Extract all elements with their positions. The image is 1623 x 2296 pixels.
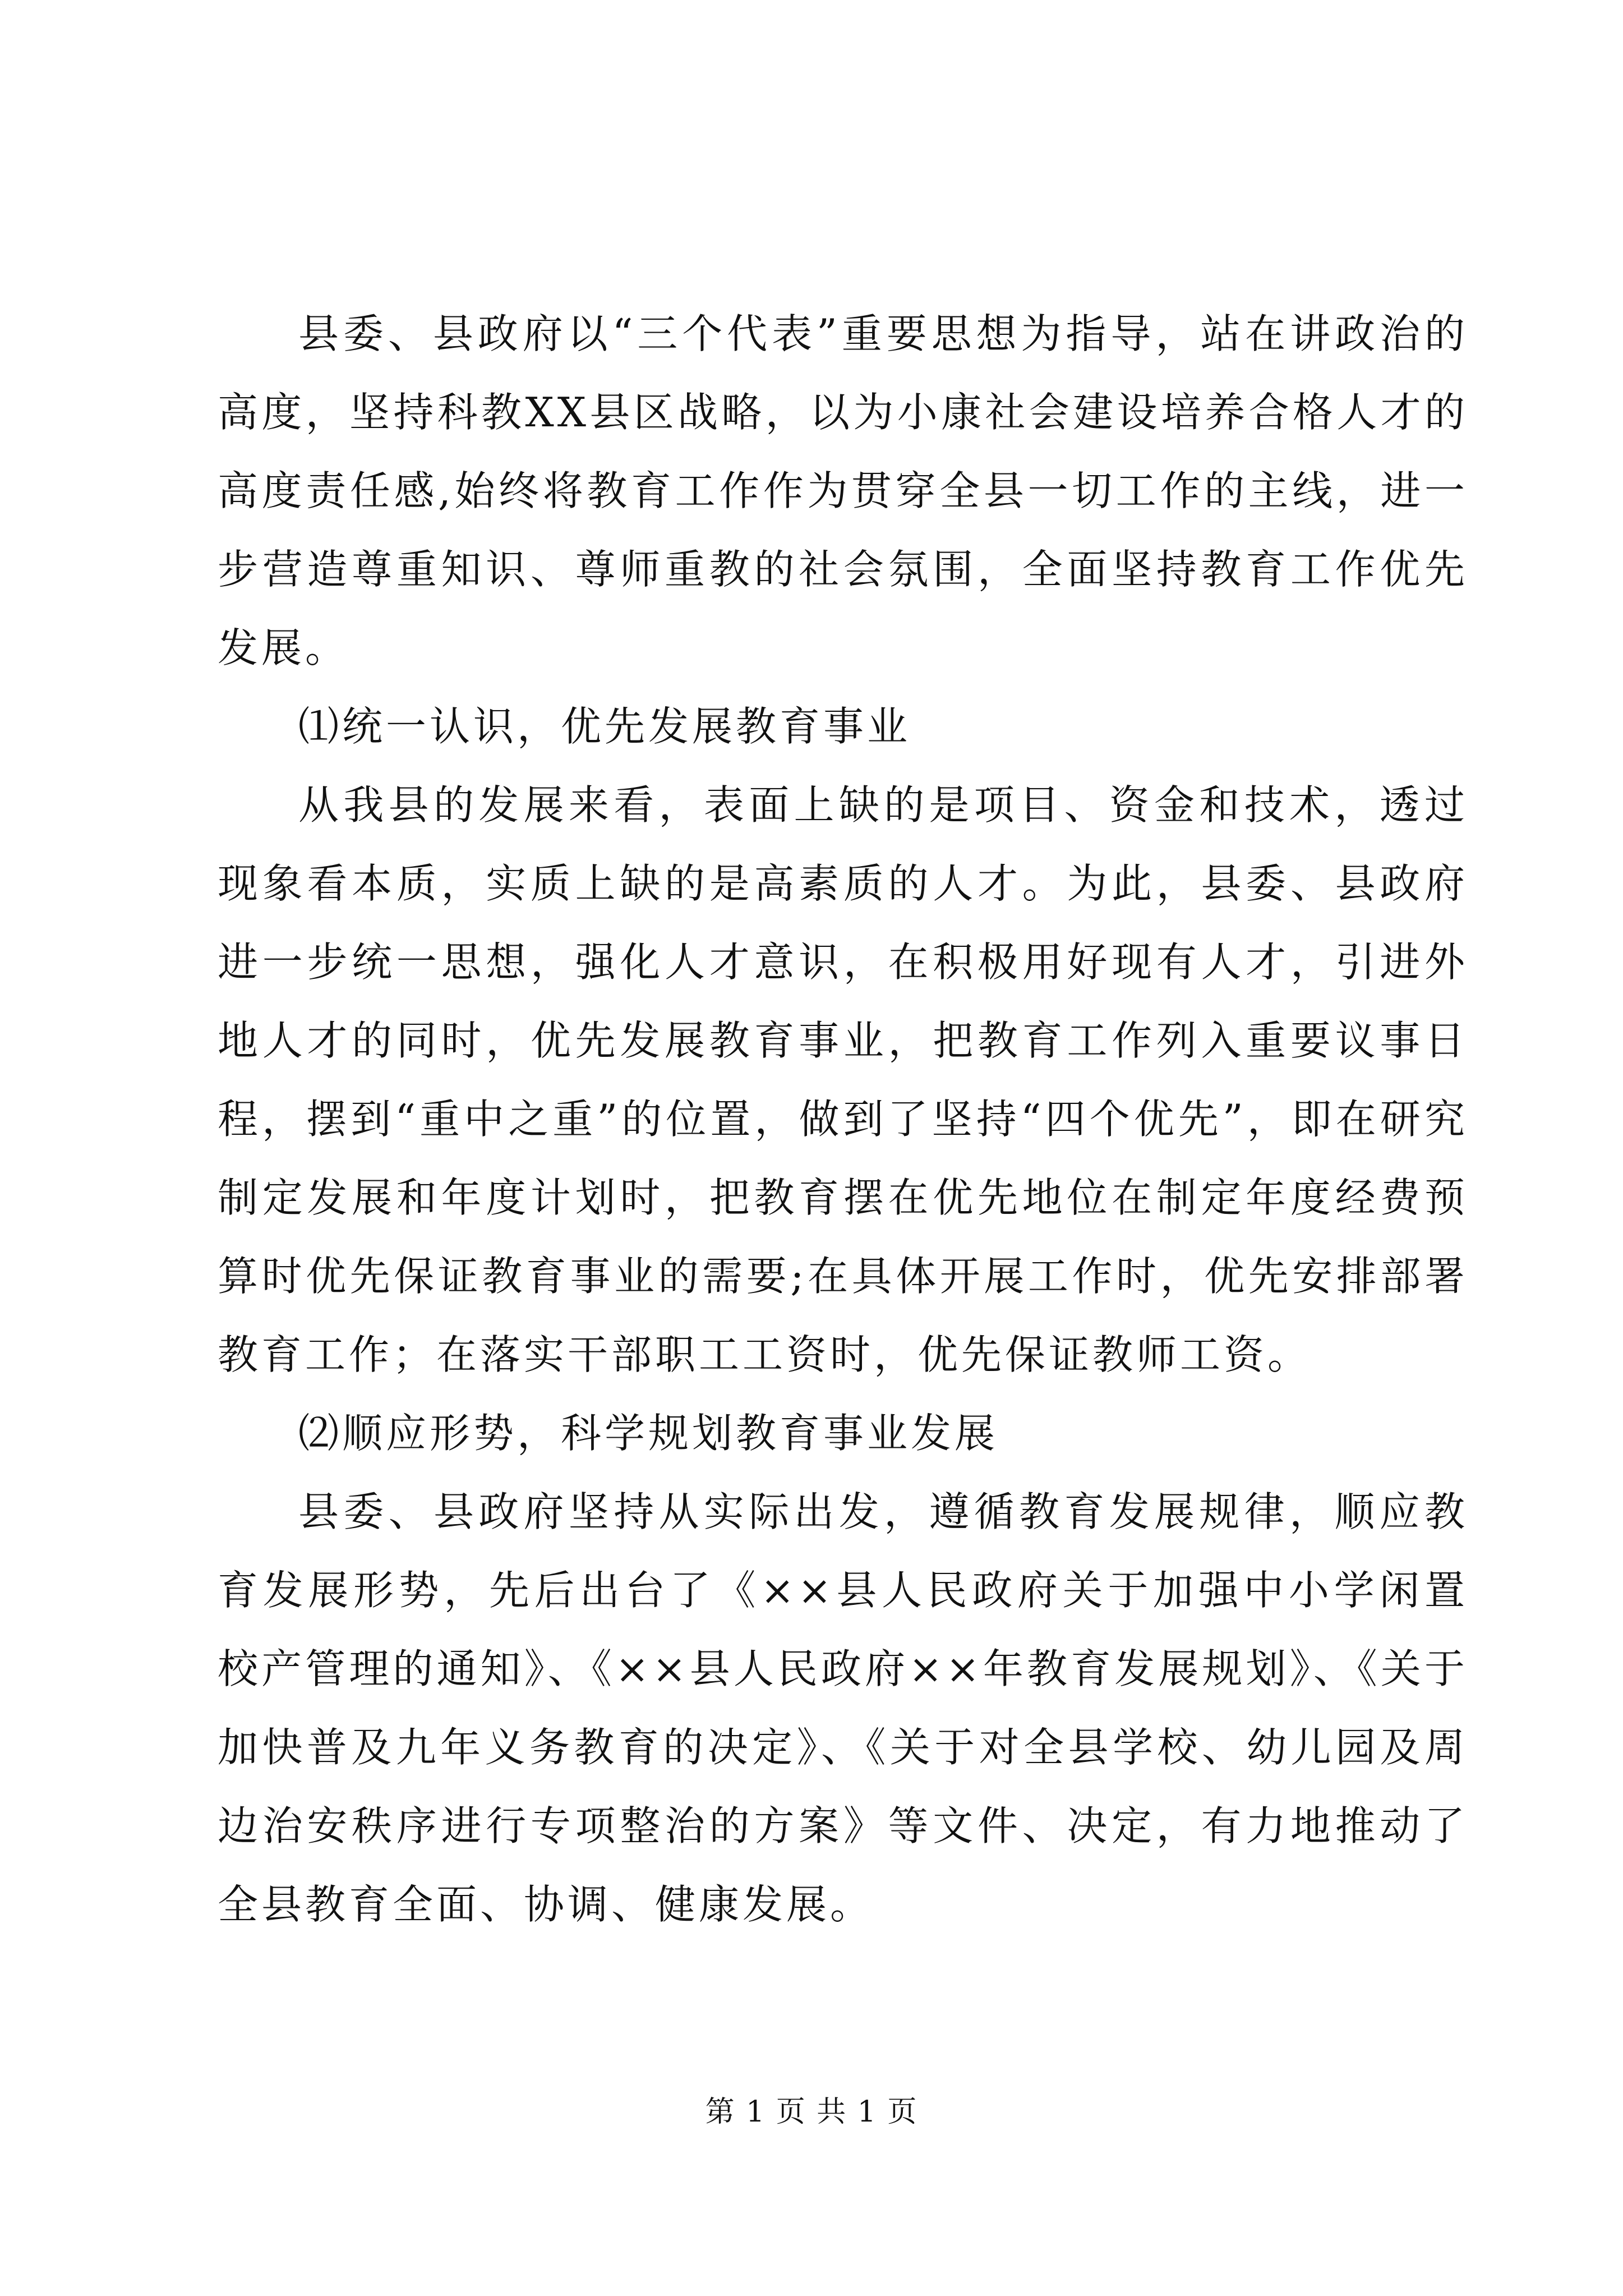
- paragraph-1: 县委、县政府以“三个代表”重要思想为指导，站在讲政治的高度，坚持科教XX县区战略，以为小康社会建设培养合格人才的高度责任感,始终将教育工作作为贯穿全县一切工作的主线，进一步营造尊重知识、尊师重教的社会氛围，全面坚持教育工作优先发展。: [218, 310, 1468, 671]
- section-heading-2: ⑵顺应形势，科学规划教育事业发展: [298, 1410, 999, 1457]
- document-body: [218, 295, 1468, 1944]
- paragraph-2: 从我县的发展来看，表面上缺的是项目、资金和技术，透过现象看本质，实质上缺的是高素质的人才。为此，县委、县政府进一步统一思想，强化人才意识，在积极用好现有人才，引进外地人才的同时，优先发展教育事业，把教育工作列入重要议事日程，摆到“重中之重”的位置，做到了坚持“四个优先”，即在研究制定发展和年度计划时，把教育摆在优先地位在制定年度经费预算时优先保证教育事业的需要;在具体开展工作时，优先安排部署教育工作；在落实干部职工工资时，优先保证教师工资。: [218, 781, 1468, 1378]
- section-heading-1: ⑴统一认识，优先发展教育事业: [298, 703, 911, 750]
- paragraph-3: 县委、县政府坚持从实际出发，遵循教育发展规律，顺应教育发展形势，先后出台了《××县人民政府关于加强中小学闲置校产管理的通知》、《××县人民政府××年教育发展规划》、《关于加快普及九年义务教育的决定》、《关于对全县学校、幼儿园及周边治安秩序进行专项整治的方案》等文件、决定，有力地推动了全县教育全面、协调、健康发展。: [218, 1488, 1468, 1928]
- page-footer: 第 1 页 共 1 页: [705, 2095, 918, 2129]
